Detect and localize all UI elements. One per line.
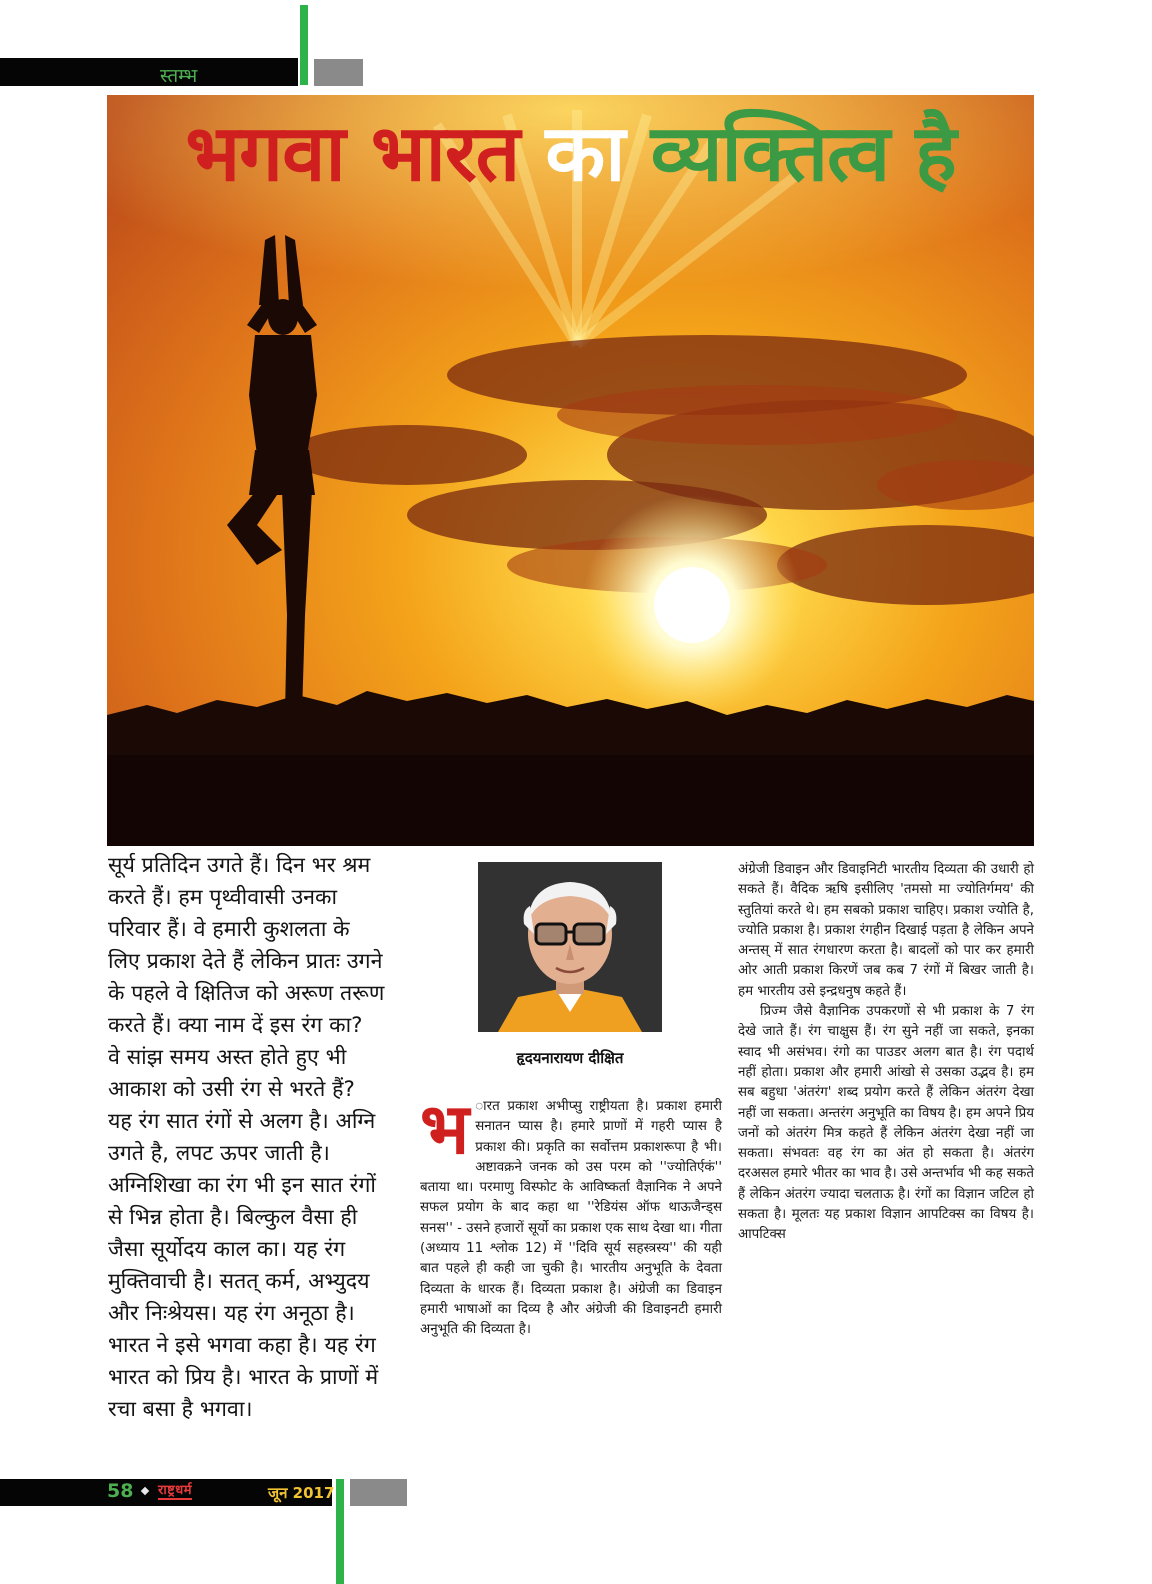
footer-gray-accent bbox=[350, 1479, 407, 1506]
left-line: सूर्य प्रतिदिन उगते हैं। दिन भर श्रम bbox=[108, 853, 371, 878]
right-paragraph-1: अंग्रेजी डिवाइन और डिवाइनिटी भारतीय दिव्यता की उधारी हो सकते हैं। वैदिक ऋषि इसीलिए 'तमसो मा ज्योतिर्गमय' की स्तुतियां करते थे। हम सबको प्रकाश चाहिए। प्रकाश ज्योति है, ज्योति प्रकाश है। प्रकाश रंगहीन दिखाई पड़ता है लेकिन अपने अन्तस् में सात रंगधारण करता है। बादलों को पार कर हमारी ओर आती प्रकाश किरणें जब कब 7 रंगों में बिखर जाती है। हम भारतीय उसे इन्द्रधनुष कहते हैं। bbox=[738, 862, 1034, 999]
section-label: स्तम्भ bbox=[160, 65, 198, 87]
left-column-text bbox=[108, 850, 393, 1426]
headline bbox=[107, 109, 1034, 199]
middle-column-text bbox=[420, 1088, 722, 1341]
left-line: मुक्तिवाची है। सतत् कर्म, अभ्युदय bbox=[108, 1269, 370, 1294]
left-line: रचा बसा है भगवा। bbox=[108, 1397, 253, 1422]
header-bar bbox=[0, 58, 298, 86]
left-line: और निःश्रेयस। यह रंग अनूठा है। bbox=[108, 1301, 355, 1326]
left-line: करते हैं। हम पृथ्वीवासी उनका bbox=[108, 885, 338, 910]
header-gray-accent bbox=[314, 59, 363, 86]
left-line: आकाश को उसी रंग से भरते हैं? bbox=[108, 1077, 355, 1102]
left-line: के पहले वे क्षितिज को अरूण तरूण bbox=[108, 981, 385, 1006]
left-line: उगते है, लपट ऊपर जाती है। bbox=[108, 1141, 330, 1166]
headline-part-3: व्यक्तित्व है bbox=[650, 109, 956, 199]
hero-image bbox=[107, 95, 1034, 846]
headline-part-1: भगवा भारत bbox=[185, 109, 520, 199]
left-line: यह रंग सात रंगों से अलग है। अग्नि bbox=[108, 1109, 376, 1134]
author-photo bbox=[478, 862, 662, 1032]
left-line: भारत ने इसे भगवा कहा है। यह रंग bbox=[108, 1333, 376, 1358]
left-line: भारत को प्रिय है। भारत के प्राणों में bbox=[108, 1365, 379, 1390]
left-line: करते हैं। क्या नाम दें इस रंग का? bbox=[108, 1013, 363, 1038]
middle-paragraph: ारत प्रकाश अभीप्सु राष्ट्रीयता है। प्रकाश हमारी सनातन प्यास है। हमारे प्राणों में गहरी प्यास है प्रकाश की। प्रकृति का सर्वोत्तम प्रकाशरूपा है भी। अष्टावक्रने जनक को उस परम को ''ज्योतिर्एकं'' बताया था। परमाणु विस्फोट के आविष्कर्ता वैज्ञानिक ने अपने सफल प्रयोग के बाद कहा था ''रेडियंस ऑफ थाऊजैन्ड्स सनस'' - उसने हजारों सूर्यो का प्रकाश एक साथ देखा था। गीता (अध्याय 11 श्लोक 12) में ''दिवि सूर्य सहस्त्रस्य'' की यही बात पहले ही कही जा चुकी है। भारतीय अनुभूति के देवता दिव्यता के धारक हैं। दिव्यता प्रकाश है। अंग्रेजी का डिवाइन हमारी भाषाओं का दिव्य है और अंग्रेजी की डिवाइनटी हमारी अनुभूति की दिव्यता है। bbox=[420, 1099, 722, 1338]
left-line: अग्निशिखा का रंग भी इन सात रंगों bbox=[108, 1173, 376, 1198]
magazine-logo: राष्ट्रधर्म bbox=[158, 1483, 193, 1498]
left-line: वे सांझ समय अस्त होते हुए भी bbox=[108, 1045, 347, 1070]
issue-date: जून 2017 bbox=[268, 1484, 335, 1502]
yoga-silhouette-sunset-image bbox=[107, 95, 1034, 846]
right-column-text bbox=[738, 860, 1034, 1246]
author-name: हृदयनारायण दीक्षित bbox=[516, 1049, 624, 1067]
header-green-accent bbox=[300, 5, 308, 85]
right-paragraph-2: प्रिज्म जैसे वैज्ञानिक उपकरणों से भी प्रकाश के 7 रंग देखे जाते हैं। रंग चाक्षुस हैं। रंग सुने नहीं जा सकते, इनका स्वाद भी असंभव। रंगो का पाउडर अलग बात है। रंग पदार्थ नहीं होता। प्रकाश और हमारी आंखो से उसका उद्भव है। हम सब बहुधा 'अंतरंग' शब्द प्रयोग करते हैं लेकिन अंतरंग देखा नहीं जा सकता। अन्तरंग अनुभूति का विषय है। हम अपने प्रिय जनों को अंतरंग मित्र कहते हैं लेकिन अंतरंग देखा नहीं जा सकता। संभवतः वह रंग का अंत हो सकता है। अंतरंग दरअसल हमारे भीतर का भाव है। उसे अन्तर्भाव भी कह सकते हैं लेकिन अंतरंग ज्यादा चलताऊ है। रंगों का विज्ञान जटिल हो सकता है। मूलतः यह प्रकाश विज्ञान आपटिक्स का विषय है। आपटिक्स bbox=[738, 1004, 1034, 1243]
left-line: जैसा सूर्योदय काल का। यह रंग bbox=[108, 1237, 346, 1262]
author-portrait-image bbox=[478, 862, 662, 1032]
left-line: से भिन्न होता है। बिल्कुल वैसा ही bbox=[108, 1205, 358, 1230]
page-number: 58 bbox=[107, 1480, 134, 1502]
footer-green-accent bbox=[336, 1479, 344, 1584]
drop-cap: भ bbox=[420, 1088, 470, 1170]
left-line: परिवार हैं। वे हमारी कुशलता के bbox=[108, 917, 350, 942]
left-line: लिए प्रकाश देते हैं लेकिन प्रातः उगने bbox=[108, 949, 383, 974]
headline-part-2: का bbox=[545, 109, 625, 199]
